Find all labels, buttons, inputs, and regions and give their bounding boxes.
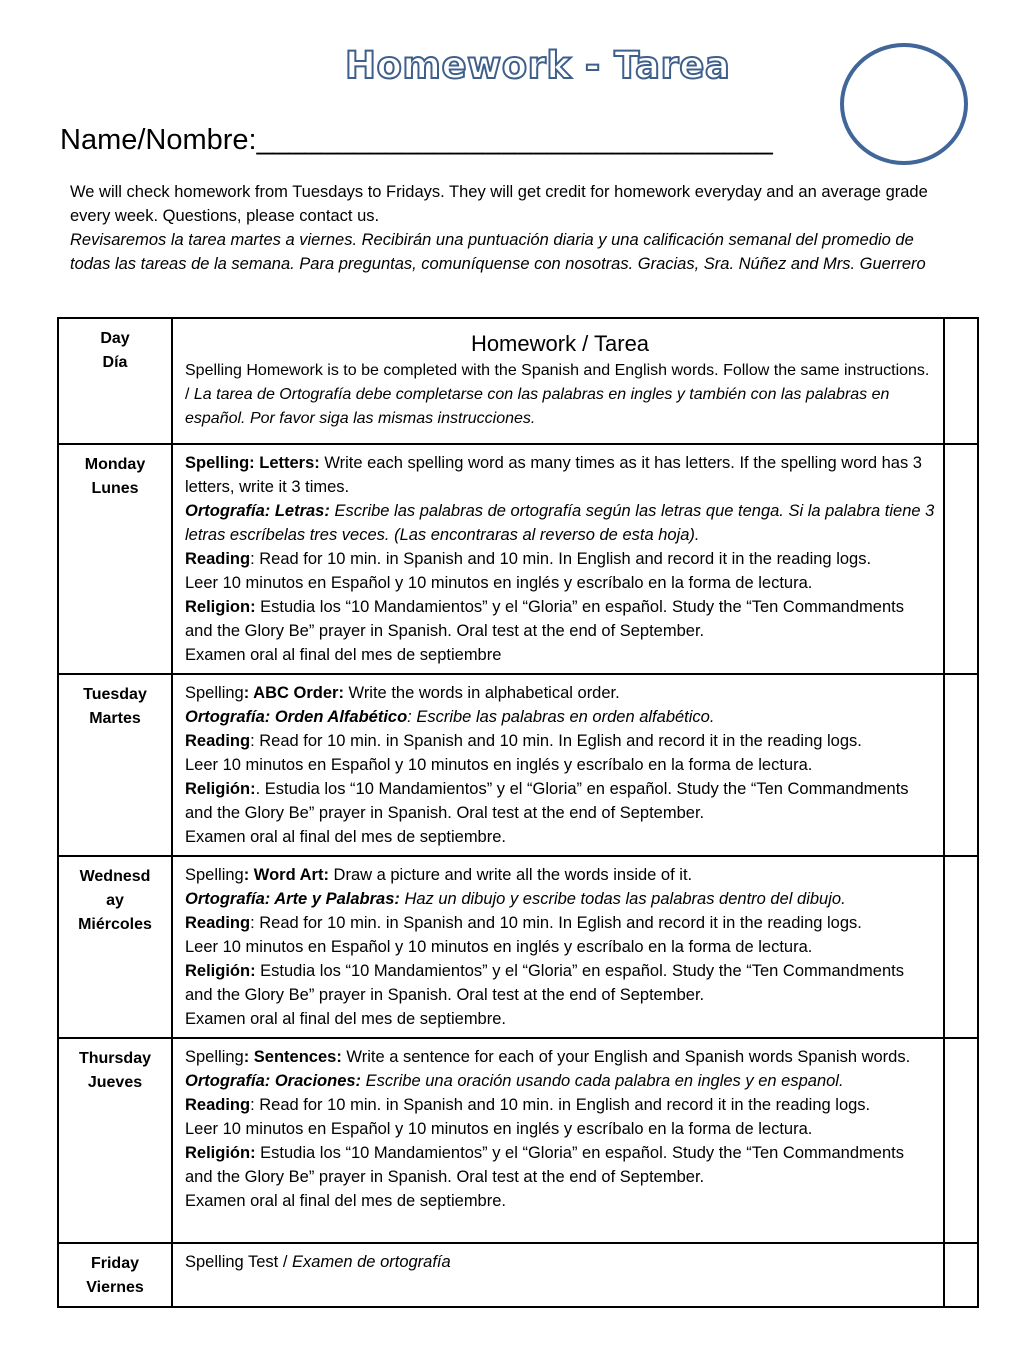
check-cell	[944, 1038, 978, 1243]
table-header-row	[58, 318, 978, 444]
table-row	[58, 674, 978, 856]
page-title: Homework - Tarea	[345, 44, 731, 87]
intro-english: We will check homework from Tuesdays to Fridays. They will get credit for homework everyday and an average grade every week. Questions, please contact us.	[70, 183, 928, 225]
homework-header-note: Spelling Homework is to be completed with the Spanish and English words. Follow the same instructions. / La tarea de Ortografía debe completarse con las palabras en ingles y también con las palabras en español. Por favor siga las mismas instrucciones.	[185, 362, 930, 427]
day-cell: Monday Lunes	[58, 444, 172, 674]
name-field-label: Name/Nombre:________________________________	[60, 124, 773, 156]
homework-table	[57, 317, 979, 1308]
intro-spanish: Revisaremos la tarea martes a viernes. Recibirán una puntuación diaria y una calificación semanal del promedio de todas las tareas de la semana. Para preguntas, comuníquense con nosotras. Gracias, Sra. Núñez and Mrs. Guerrero	[70, 231, 926, 273]
table-row	[58, 444, 978, 674]
homework-header	[172, 318, 944, 444]
table-row	[58, 856, 978, 1038]
check-cell	[944, 856, 978, 1038]
day-cell: Tuesday Martes	[58, 674, 172, 856]
homework-header-title: Homework / Tarea	[470, 331, 650, 356]
homework-cell: Spelling: Word Art: Draw a picture and write all the words inside of it. Ortografía: Arte y Palabras: Haz un dibujo y escribe todas las palabras dentro del dibujo. Reading: Read for 10 min. in Spanish and 10 min. In Eglish and record it in the reading logs. Leer 10 minutos en Español y 10 minutos en inglés y escríbalo en la forma de lectura. Religión: Estudia los “10 Mandamientos” y el “Gloria” en español. Study the “Ten Commandments and the Glory Be” prayer in Spanish. Oral test at the end of September. Examen oral al final del mes de septiembre.	[172, 856, 944, 1038]
check-cell	[944, 1243, 978, 1307]
intro-text	[70, 180, 950, 276]
day-cell: Thursday Jueves	[58, 1038, 172, 1243]
homework-cell: Spelling: Sentences: Write a sentence for each of your English and Spanish words Spanish words. Ortografía: Oraciones: Escribe una oración usando cada palabra en ingles y en espanol. Reading: Read for 10 min. in Spanish and 10 min. in English and record it in the reading logs. Leer 10 minutos en Español y 10 minutos en inglés y escríbalo en la forma de lectura. Religión: Estudia los “10 Mandamientos” y el “Gloria” en español. Study the “Ten Commandments and the Glory Be” prayer in Spanish. Oral test at the end of September. Examen oral al final del mes de septiembre.	[172, 1038, 944, 1243]
table-row	[58, 1038, 978, 1243]
day-header: Day Día	[58, 318, 172, 444]
homework-cell: Spelling: Letters: Write each spelling word as many times as it has letters. If the spelling word has 3 letters, write it 3 times. Ortografía: Letras: Escribe las palabras de ortografía según las letras que tenga. Si la palabra tiene 3 letras escríbelas tres veces. (Las encontraras al reverso de esta hoja). Reading: Read for 10 min. in Spanish and 10 min. In English and record it in the reading logs. Leer 10 minutos en Español y 10 minutos en inglés y escríbalo en la forma de lectura. Religion: Estudia los “10 Mandamientos” y el “Gloria” en español. Study the “Ten Commandments and the Glory Be” prayer in Spanish. Oral test at the end of September. Examen oral al final del mes de septiembre	[172, 444, 944, 674]
check-cell	[944, 318, 978, 444]
homework-cell: Spelling: ABC Order: Write the words in alphabetical order. Ortografía: Orden Alfabético: Escribe las palabras en orden alfabético. Reading: Read for 10 min. in Spanish and 10 min. In Eglish and record it in the reading logs. Leer 10 minutos en Español y 10 minutos en inglés y escríbalo en la forma de lectura. Religión:. Estudia los “10 Mandamientos” y el “Gloria” en español. Study the “Ten Commandments and the Glory Be” prayer in Spanish. Oral test at the end of September. Examen oral al final del mes de septiembre.	[172, 674, 944, 856]
table-row	[58, 1243, 978, 1307]
check-cell	[944, 444, 978, 674]
check-cell	[944, 674, 978, 856]
grade-circle	[840, 43, 968, 165]
day-cell: Wednesd ay Miércoles	[58, 856, 172, 1038]
day-cell: Friday Viernes	[58, 1243, 172, 1307]
homework-cell: Spelling Test / Examen de ortografía	[172, 1243, 944, 1307]
